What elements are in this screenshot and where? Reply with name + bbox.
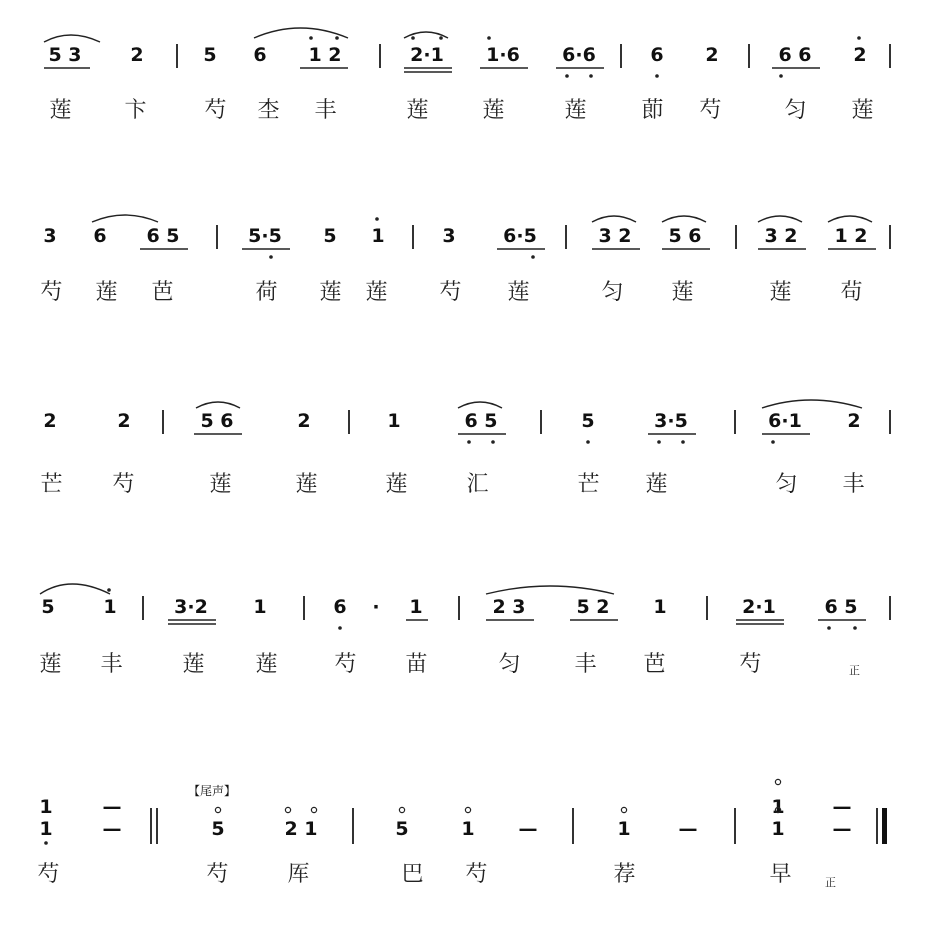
note: 5 <box>581 410 595 432</box>
tablature-char: 正 <box>849 664 859 677</box>
tablature-char: 莭 <box>641 98 663 123</box>
note: 1 2 <box>834 225 868 247</box>
tablature-char: 荐 <box>613 862 635 887</box>
note: 3·2 <box>174 596 208 618</box>
note: — <box>102 796 122 818</box>
barline <box>565 225 567 249</box>
note: 6 5 <box>824 596 858 618</box>
tablature-char: 莲 <box>295 472 317 497</box>
note: — <box>102 818 122 840</box>
barline <box>572 808 574 844</box>
tablature-char: 莲 <box>507 280 529 305</box>
tablature-char: 匀 <box>601 280 623 305</box>
note: 6·6 <box>562 44 596 66</box>
note: 2·1 <box>742 596 776 618</box>
barline <box>620 44 622 68</box>
barline <box>348 410 350 434</box>
section-label: 【尾声】 <box>188 784 237 798</box>
note: 6 <box>93 225 107 247</box>
tablature-char: 匀 <box>784 98 806 123</box>
tablature-char: 莲 <box>39 652 61 677</box>
note: 6 5 <box>146 225 180 247</box>
tablature-char: 莲 <box>319 280 341 305</box>
note: 3 2 <box>764 225 798 247</box>
note: 5 <box>395 818 409 840</box>
tablature-char: 莲 <box>49 98 71 123</box>
barline <box>734 410 736 434</box>
note: 2 3 <box>492 596 526 618</box>
note: 5 <box>211 818 225 840</box>
barline <box>540 410 542 434</box>
note: 1 <box>253 596 267 618</box>
barline <box>889 44 891 68</box>
barline <box>303 596 305 620</box>
barline <box>150 808 152 844</box>
tablature-char: 芍 <box>739 652 761 677</box>
barline <box>889 596 891 620</box>
tablature-char: 莲 <box>182 652 204 677</box>
note: 6·1 <box>768 410 802 432</box>
note: 6·5 <box>503 225 537 247</box>
note: 2·1 <box>410 44 444 66</box>
barline <box>162 410 164 434</box>
note: 5 3 <box>48 44 82 66</box>
note: 3 <box>442 225 456 247</box>
note: 6 6 <box>778 44 812 66</box>
note: 3 2 <box>598 225 632 247</box>
tablature-char: 杢 <box>257 98 279 123</box>
tablature-char: 莲 <box>671 280 693 305</box>
barline <box>748 44 750 68</box>
barline <box>876 808 878 844</box>
note: 2 <box>847 410 861 432</box>
tablature-char: 芭 <box>151 280 173 305</box>
barline <box>142 596 144 620</box>
barline <box>889 410 891 434</box>
note: 5 2 <box>576 596 610 618</box>
note: 2 <box>130 44 144 66</box>
note: 6 <box>333 596 347 618</box>
barline <box>412 225 414 249</box>
barline <box>735 225 737 249</box>
note: 5·5 <box>248 225 282 247</box>
note: 5 6 <box>668 225 702 247</box>
note: 2 <box>705 44 719 66</box>
barline <box>176 44 178 68</box>
note: 1 <box>409 596 423 618</box>
note: 1 <box>103 596 117 618</box>
note: 1 <box>461 818 475 840</box>
tablature-char: 莲 <box>385 472 407 497</box>
barline <box>379 44 381 68</box>
tablature-char: 芍 <box>112 472 134 497</box>
tablature-char: 莲 <box>365 280 387 305</box>
note: 1 <box>387 410 401 432</box>
tablature-char: 莲 <box>255 652 277 677</box>
note: 3·5 <box>654 410 688 432</box>
barline <box>734 808 736 844</box>
tablature-char: 芍 <box>439 280 461 305</box>
note: — <box>832 796 852 818</box>
tablature-char: 芭 <box>643 652 665 677</box>
note: 1 <box>617 818 631 840</box>
note: 1 <box>371 225 385 247</box>
tablature-char: 芍 <box>465 862 487 887</box>
note: 1 <box>771 796 785 818</box>
tablature-char: 莲 <box>95 280 117 305</box>
tablature-char: 卞 <box>124 98 146 123</box>
barline <box>352 808 354 844</box>
tablature-char: 茍 <box>840 280 862 305</box>
note: 2 <box>853 44 867 66</box>
note: 1·6 <box>486 44 520 66</box>
note: 5 <box>41 596 55 618</box>
tablature-char: 芍 <box>37 862 59 887</box>
tablature-char: 丰 <box>314 98 336 123</box>
tablature-char: 芍 <box>204 98 226 123</box>
tablature-char: 丰 <box>842 472 864 497</box>
note: 2 1 <box>284 818 318 840</box>
tablature-char: 芒 <box>577 472 599 497</box>
note: 1 <box>771 818 785 840</box>
tablature-char: 巴 <box>401 862 423 887</box>
note: — <box>518 818 538 840</box>
note: 1 2 <box>308 44 342 66</box>
barline <box>216 225 218 249</box>
tablature-char: 正 <box>825 876 835 889</box>
tablature-char: 芍 <box>40 280 62 305</box>
tablature-char: 芍 <box>206 862 228 887</box>
tablature-char: 荷 <box>255 280 277 305</box>
tablature-char: 莲 <box>482 98 504 123</box>
tablature-char: 芒 <box>40 472 62 497</box>
tablature-char: 厍 <box>287 862 309 887</box>
note: 1 <box>39 796 53 818</box>
tablature-char: 芍 <box>699 98 721 123</box>
note: 5 <box>203 44 217 66</box>
tablature-char: 莲 <box>769 280 791 305</box>
note: 2 <box>117 410 131 432</box>
tablature-char: 莲 <box>406 98 428 123</box>
note: — <box>832 818 852 840</box>
tablature-char: 丰 <box>100 652 122 677</box>
tablature-char: 芍 <box>334 652 356 677</box>
barline <box>706 596 708 620</box>
barline <box>458 596 460 620</box>
tablature-char: 早 <box>769 862 791 887</box>
final-barline <box>882 808 887 844</box>
note: — <box>678 818 698 840</box>
tablature-char: 莲 <box>564 98 586 123</box>
note: 6 5 <box>464 410 498 432</box>
tablature-char: 莲 <box>209 472 231 497</box>
tablature-char: 丰 <box>574 652 596 677</box>
barline <box>889 225 891 249</box>
note: · <box>372 596 380 618</box>
barline <box>156 808 158 844</box>
tablature-char: 匀 <box>498 652 520 677</box>
note: 6 <box>253 44 267 66</box>
tablature-char: 莲 <box>851 98 873 123</box>
note: 2 <box>297 410 311 432</box>
note: 1 <box>39 818 53 840</box>
tablature-char: 莲 <box>645 472 667 497</box>
note: 5 <box>323 225 337 247</box>
tablature-char: 苗 <box>405 652 427 677</box>
note: 3 <box>43 225 57 247</box>
tablature-char: 匀 <box>775 472 797 497</box>
note: 6 <box>650 44 664 66</box>
note: 2 <box>43 410 57 432</box>
note: 1 <box>653 596 667 618</box>
note: 5 6 <box>200 410 234 432</box>
tablature-char: 汇 <box>466 472 488 497</box>
